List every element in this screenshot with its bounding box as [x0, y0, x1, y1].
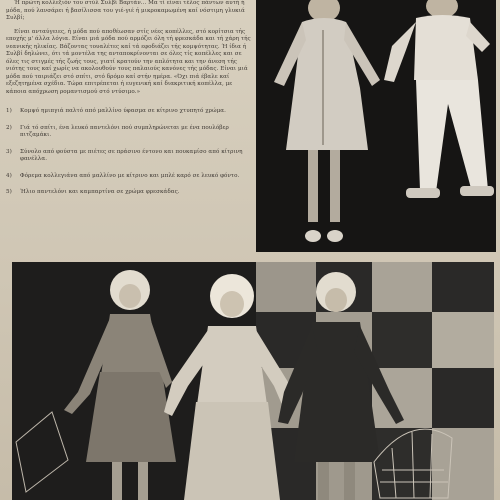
photo-bottom-models — [12, 262, 494, 500]
article-intro: Ή πρώτη κολλεξιόν του στύλ Συλβί Βαρτάν... Μα τί είναι τέλος πάντων αυτή ή μόδα, πού λανσάρει ή βασίλισσα του γιέ-γιέ ή μικροκαμωμένη καί νόστιμη γλυκιά Συλβί; — [6, 0, 245, 21]
item-list — [6, 108, 252, 197]
photo-top-models — [256, 0, 496, 252]
article-body: Είναι ανταύγειες, ή μόδα πού αποθέωσαν στίς νέες κοπέλλες, στό κορίτσια τής εποχής μ' άλλα λόγια. Είναι μιά μόδα πού αρμόζει όλη τή φρεσκάδα και τή χάρη τής νεανικής ηλικίας. Βάζοντας τουαλέτες καί τά εφοδιάζει τής κομψότητας. Ή ίδια ή Συλβί δηλώνει, ότι τά μοντέλα της ανταποκρίνονται σε όλες τίς κοπέλλες και σε όλες τις στιγμές τής ζωής τους, γιατί κρατούν την απλότητα και την άνεση τής νιότης τους καί χωρίς να ακολουθούν τους παλαιούς κανόνες τής μόδας. Είναι μιά μόδα πού ταιριάζει στό σπίτι, στό δρόμο καί στήν ημέρα. «Όχι πιά έβαλε καί εξεζητημένα σχέδια. Τώρα επιτρέπεται ή ευγενική καί διακριτική κοπέλλα, με κάποια απόχρωση ρομαντισμού στό ντύσιμο.» — [6, 28, 251, 95]
list-item: 3) Σύνολο από φούστα με πιέτες σε πράσινο έντονο και πουκαμίσο από κίτρινη φανέλλα. — [6, 148, 243, 162]
list-item: 4) Φόρεμα κολλεγιάνα από μαλλίνο με κίτρινο και μπλέ καρό σε λευκό φόντο. — [6, 172, 240, 179]
list-item: 1) Κομψό ημιπγιά παλτό από μαλλίνο ύφασμα σε κίτρινο χτυπητό χρώμα. — [6, 108, 226, 114]
article-text-column — [6, 0, 252, 258]
photo-bottom-illustration — [12, 262, 494, 500]
photo-top-illustration — [256, 0, 496, 252]
list-item: 2) Γιά τό σπίτι, ένα λευκό παντελόνι πού συμπληρώνεται με ένα πουλόβερ πιτζαμάκι. — [6, 124, 229, 138]
list-item: 5) Ήλιο παντελόνι και καμπαρτίνα σε χρώμα φρεσκάδας. — [6, 189, 180, 195]
